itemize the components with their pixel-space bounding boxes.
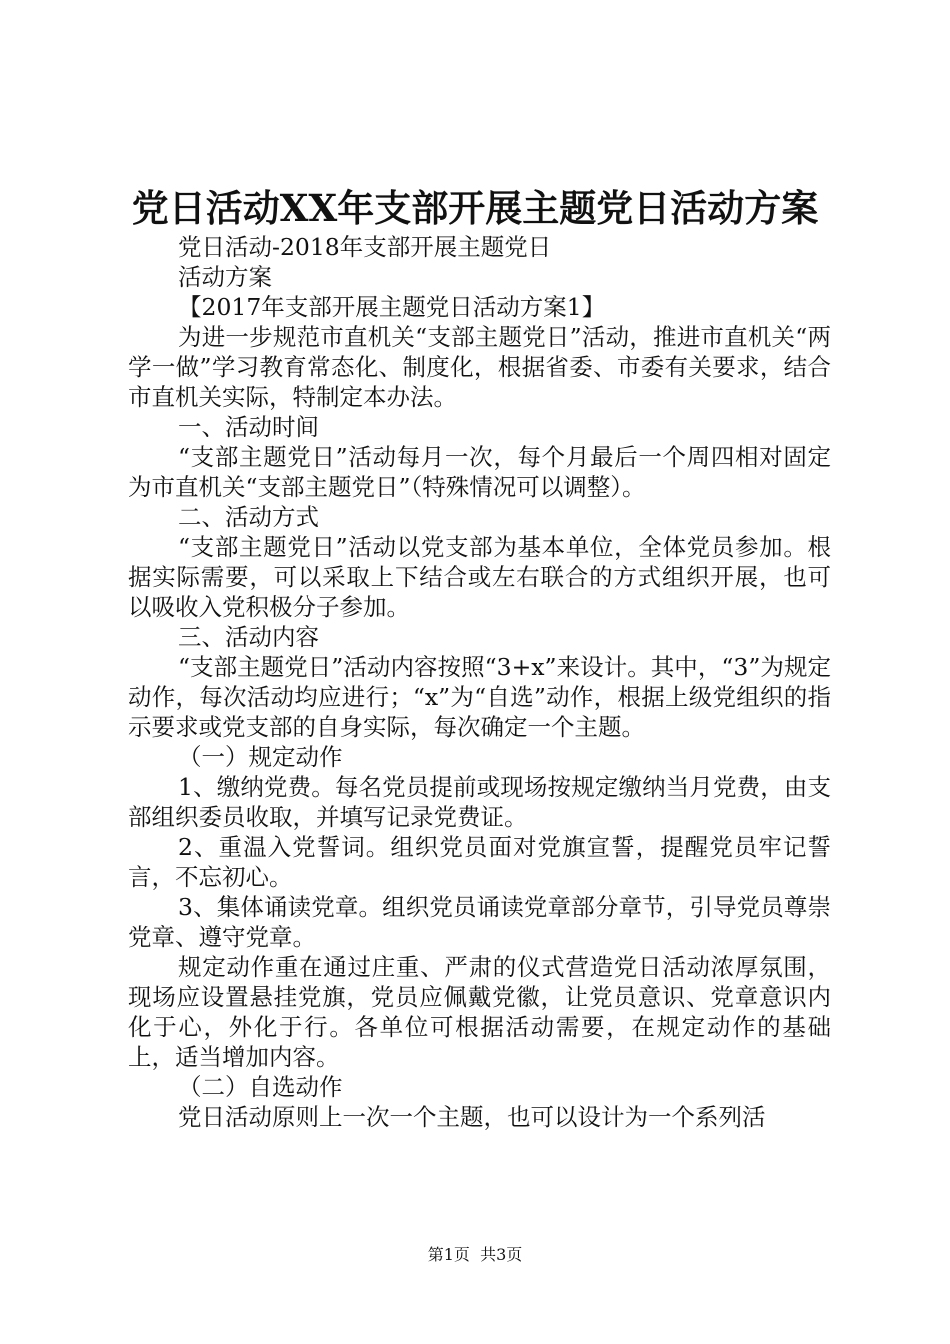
paragraph-optional-actions: 党日活动原则上一次一个主题，也可以设计为一个系列活 (178, 1103, 766, 1131)
page-footer (0, 1243, 950, 1267)
paragraph-section-label: 【2017年支部开展主题党日活动方案1】 (178, 293, 606, 321)
paragraph-activity-time: “支部主题党日”活动每月一次，每个月最后一个周四相对固定为市直机关“支部主题党日”（特殊情况可以调整）。 (128, 443, 831, 501)
document-title: 党日活动XX年支部开展主题党日活动方案 (131, 186, 819, 230)
heading-activity-time: 一、活动时间 (178, 413, 319, 441)
paragraph-item-1: 1、缴纳党费。每名党员提前或现场按规定缴纳当月党费，由支部组织委员收取，并填写记录党费证。 (128, 773, 831, 831)
paragraph-subtitle-line-1: 党日活动-2018年支部开展主题党日 (178, 233, 552, 261)
paragraph-activity-content: “支部主题党日”活动内容按照“3+x”来设计。其中，“3”为规定动作，每次活动均应进行；“x”为“自选”动作，根据上级党组织的指示要求或党支部的自身实际，每次确定一个主题。 (128, 653, 831, 741)
paragraph-intro: 为进一步规范市直机关“支部主题党日”活动，推进市直机关“两学一做”学习教育常态化、制度化，根据省委、市委有关要求，结合市直机关实际，特制定本办法。 (128, 323, 831, 411)
heading-optional-actions: （二）自选动作 (178, 1073, 343, 1101)
paragraph-item-2: 2、重温入党誓词。组织党员面对党旗宣誓，提醒党员牢记誓言，不忘初心。 (128, 833, 831, 891)
paragraph-item-3: 3、集体诵读党章。组织党员诵读党章部分章节，引导党员尊崇党章、遵守党章。 (128, 893, 831, 951)
document-body (128, 232, 831, 1132)
page-number: 第1页 共3页 (427, 1245, 523, 1264)
paragraph-activity-method: “支部主题党日”活动以党支部为基本单位，全体党员参加。根据实际需要，可以采取上下结合或左右联合的方式组织开展，也可以吸收入党积极分子参加。 (128, 533, 831, 621)
paragraph-required-summary: 规定动作重在通过庄重、严肃的仪式营造党日活动浓厚氛围，现场应设置悬挂党旗，党员应佩戴党徽，让党员意识、党章意识内化于心，外化于行。各单位可根据活动需要，在规定动作的基础上，适当增加内容。 (128, 953, 831, 1071)
heading-activity-content: 三、活动内容 (178, 623, 319, 651)
paragraph-subtitle-line-2: 活动方案 (178, 263, 272, 291)
heading-required-actions: （一）规定动作 (178, 743, 343, 771)
heading-activity-method: 二、活动方式 (178, 503, 319, 531)
